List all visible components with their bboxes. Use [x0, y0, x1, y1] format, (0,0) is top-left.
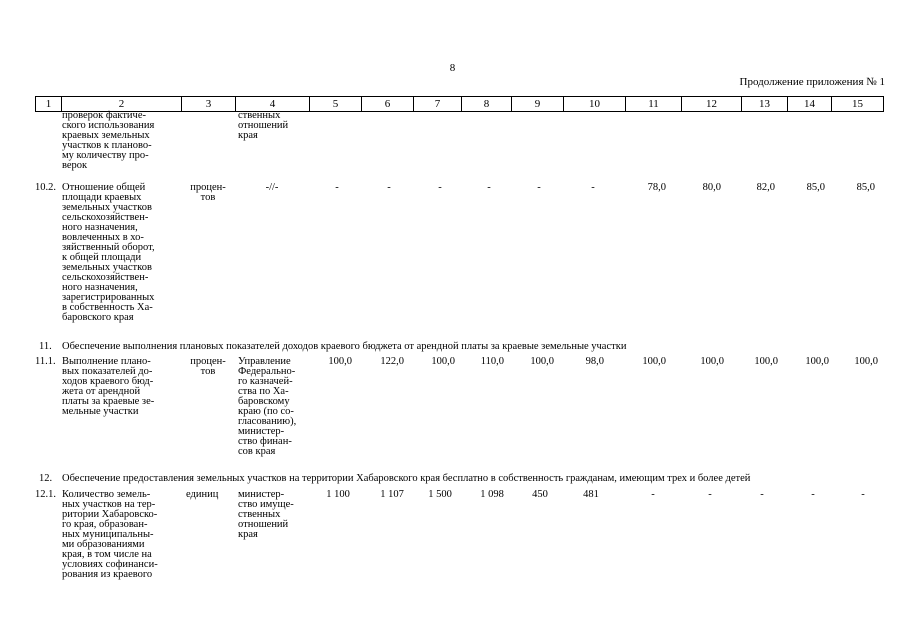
section-number: 12. — [39, 473, 53, 484]
header-cell: 7 — [414, 97, 462, 112]
value-cell: - — [387, 182, 391, 193]
value-cell: 450 — [532, 489, 548, 500]
value-cell: 78,0 — [647, 182, 666, 193]
section-title: Обеспечение предоставления земельных участков на территории Хабаровского края бесплатно в собственность гражданам, имеющим трех и более детей — [62, 473, 751, 484]
value-cell: 85,0 — [856, 182, 875, 193]
executor-text: -//- — [265, 182, 279, 193]
value-cell: - — [591, 182, 595, 193]
value-cell: - — [811, 489, 815, 500]
header-cell: 12 — [682, 97, 742, 112]
header-cell: 9 — [512, 97, 564, 112]
value-cell: 100,0 — [854, 356, 878, 367]
header-cell: 10 — [564, 97, 626, 112]
header-cell: 4 — [236, 97, 310, 112]
header-cell: 11 — [626, 97, 682, 112]
section-title: Обеспечение выполнения плановых показателей доходов краевого бюджета от арендной платы за краевые земельные участки — [62, 341, 627, 352]
header-cell: 14 — [788, 97, 832, 112]
indicator-text: Выполнение плано- вых показателей до- ходов краевого бюд- жета от арендной платы за краевые зе- мельные участки — [62, 356, 155, 417]
indicator-text: проверок фактиче- ского использования краевых земельных участков к планово- му количеству про- верок — [62, 110, 155, 171]
value-cell: 1 098 — [480, 489, 504, 500]
indicator-text: Отношение общей площади краевых земельных участков сельскохозяйствен- ного назначения, вовлеченных в хо- зяйственный оборот, к общей площади земельных участков сельскохозяйствен- ного назначения, зарегистрированных в собственность Ха- баровского края — [62, 182, 155, 323]
section-number: 11. — [39, 341, 52, 352]
value-cell: 85,0 — [806, 182, 825, 193]
value-cell: - — [487, 182, 491, 193]
column-header-row — [35, 96, 884, 112]
row-number: 10.2. — [35, 182, 56, 193]
continuation-label: Продолжение приложения № 1 — [739, 76, 885, 88]
value-cell: 82,0 — [756, 182, 775, 193]
value-cell: - — [708, 489, 712, 500]
value-cell: 122,0 — [380, 356, 404, 367]
value-cell: - — [760, 489, 764, 500]
header-cell: 13 — [742, 97, 788, 112]
page-number: 8 — [449, 62, 456, 74]
value-cell: - — [537, 182, 541, 193]
value-cell: 1 500 — [428, 489, 452, 500]
value-cell: 98,0 — [585, 356, 604, 367]
value-cell: 100,0 — [530, 356, 554, 367]
value-cell: - — [438, 182, 442, 193]
value-cell: 100,0 — [700, 356, 724, 367]
value-cell: 100,0 — [754, 356, 778, 367]
value-cell: 100,0 — [328, 356, 352, 367]
header-cell: 5 — [310, 97, 362, 112]
value-cell: 100,0 — [431, 356, 455, 367]
executor-text: ственных отношений края — [238, 110, 289, 141]
header-cell: 6 — [362, 97, 414, 112]
value-cell: 80,0 — [702, 182, 721, 193]
executor-text: Управление Федерально- го казначей- ства по Ха- баровскому краю (по со- гласованию), министер- ство финан- сов края — [238, 356, 297, 457]
unit-text: процен- тов — [190, 356, 226, 377]
value-cell: 110,0 — [480, 356, 504, 367]
unit-text: процен- тов — [190, 182, 226, 203]
row-number: 11.1. — [35, 356, 56, 367]
value-cell: - — [335, 182, 339, 193]
value-cell: 1 100 — [326, 489, 350, 500]
value-cell: 1 107 — [380, 489, 404, 500]
value-cell: 481 — [583, 489, 599, 500]
indicator-text: Количество земель- ных участков на тер- ритории Хабаровско- го края, образован- ных муниципальны- ми образованиями края, в том числе на условиях софинанси- рования из краевого — [62, 489, 158, 580]
value-cell: 100,0 — [642, 356, 666, 367]
value-cell: - — [861, 489, 865, 500]
value-cell: 100,0 — [805, 356, 829, 367]
header-cell: 8 — [462, 97, 512, 112]
executor-text: министер- ство имуще- ственных отношений края — [238, 489, 294, 540]
header-cell: 2 — [62, 97, 182, 112]
header-cell: 15 — [832, 97, 884, 112]
header-cell: 3 — [182, 97, 236, 112]
unit-text: единиц — [186, 489, 219, 500]
row-number: 12.1. — [35, 489, 56, 500]
header-cell: 1 — [36, 97, 62, 112]
value-cell: - — [651, 489, 655, 500]
